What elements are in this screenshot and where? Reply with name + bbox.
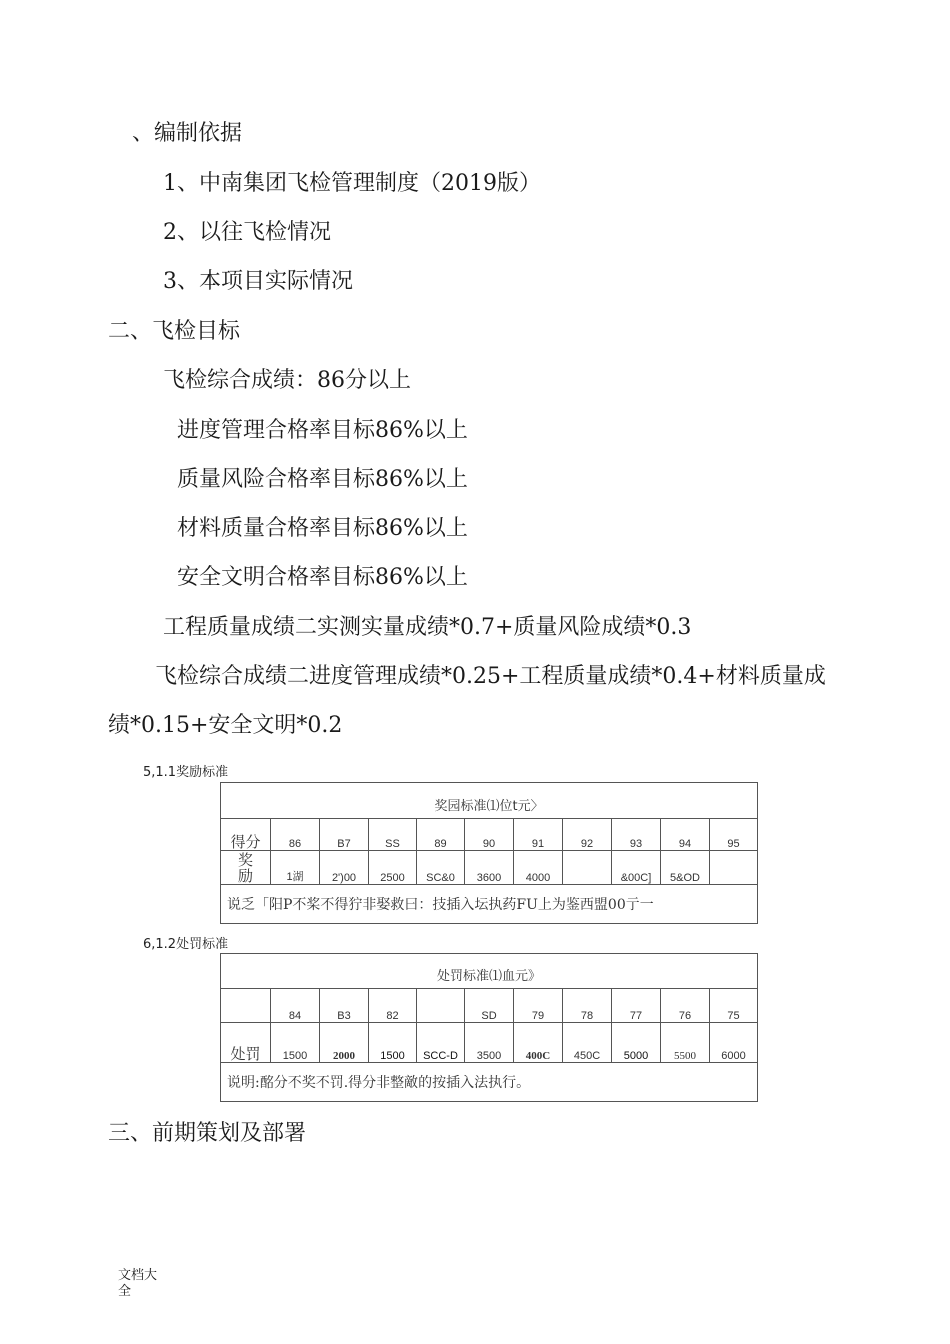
amount-cell xyxy=(563,851,612,885)
score-label: 得分 xyxy=(221,819,271,851)
score-cell: SS xyxy=(369,819,417,851)
amount-cell: 4000 xyxy=(514,851,563,885)
penalty-table xyxy=(220,953,758,1102)
amount-cell: SC&0 xyxy=(417,851,465,885)
reward-table-title: 奖园标准⑴位t元〉 xyxy=(221,783,758,819)
score-cell: SD xyxy=(465,989,514,1023)
footer-line-1: 文档大 xyxy=(118,1268,158,1283)
quality-formula: 工程质量成绩二实测实量成绩*0.7+质量风险成绩*0.3 xyxy=(163,615,692,640)
score-cell: 84 xyxy=(271,989,320,1023)
footer-line-2: 全 xyxy=(118,1284,132,1299)
amount-cell: &00C] xyxy=(612,851,661,885)
target-item: 材料质量合格率目标86%以上 xyxy=(177,516,468,541)
amount-cell: 400C xyxy=(514,1023,563,1063)
amount-cell xyxy=(710,851,758,885)
score-cell xyxy=(417,989,465,1023)
amount-cell: 1湖 xyxy=(271,851,320,885)
penalty-note: 说明:酩分不奖不罚.得分非整敵的按插入法执行。 xyxy=(221,1063,758,1102)
reward-amount-label xyxy=(221,851,271,885)
penalty-score-label xyxy=(221,989,271,1023)
amount-cell: 1500 xyxy=(369,1023,417,1063)
amount-cell: 450C xyxy=(563,1023,612,1063)
overall-target: 飞检综合成绩：86分以上 xyxy=(163,368,411,393)
penalty-table-title: 处罚标准⑴血元》 xyxy=(221,954,758,989)
target-item: 质量风险合格率目标86%以上 xyxy=(177,467,468,492)
overall-formula-line-1: 飞检综合成绩二进度管理成绩*0.25+工程质量成绩*0.4+材料质量成 xyxy=(155,664,826,689)
score-cell: 89 xyxy=(417,819,465,851)
score-cell: 82 xyxy=(369,989,417,1023)
basis-item: 3、本项目实际情况 xyxy=(163,269,353,294)
section-1-heading: 、编制依据 xyxy=(132,121,243,146)
score-cell: 76 xyxy=(661,989,710,1023)
score-cell: 75 xyxy=(710,989,758,1023)
score-cell: 94 xyxy=(661,819,710,851)
score-cell: 90 xyxy=(465,819,514,851)
amount-cell: 5000 xyxy=(612,1023,661,1063)
amount-cell: 2000 xyxy=(320,1023,369,1063)
penalty-caption: 6,1.2处罚标准 xyxy=(143,937,229,952)
score-cell: B3 xyxy=(320,989,369,1023)
score-cell: 77 xyxy=(612,989,661,1023)
amount-cell: 2')00 xyxy=(320,851,369,885)
amount-cell: SCC-D xyxy=(417,1023,465,1063)
score-cell: 78 xyxy=(563,989,612,1023)
basis-item: 1、中南集团飞检管理制度（2019版） xyxy=(163,171,541,196)
score-cell: 92 xyxy=(563,819,612,851)
reward-amount-label-1: 奖 xyxy=(237,851,253,869)
score-cell: 79 xyxy=(514,989,563,1023)
section-3-heading: 三、前期策划及部署 xyxy=(108,1121,307,1146)
amount-cell: 1500 xyxy=(271,1023,320,1063)
score-cell: B7 xyxy=(320,819,369,851)
amount-cell: 5&OD xyxy=(661,851,710,885)
target-item: 安全文明合格率目标86%以上 xyxy=(177,565,468,590)
reward-note: 说乏「阳P不桨不得狞非娶救曰：技插入坛执药FU上为鉴西盟00亍一 xyxy=(221,885,758,924)
reward-amount-label-2: 励 xyxy=(237,867,253,885)
overall-formula-line-2: 绩*0.15+安全文明*0.2 xyxy=(108,713,343,738)
score-cell: 95 xyxy=(710,819,758,851)
score-cell: 93 xyxy=(612,819,661,851)
penalty-amount-label: 处罚 xyxy=(221,1023,271,1063)
amount-cell: 3600 xyxy=(465,851,514,885)
section-2-heading: 二、飞检目标 xyxy=(108,319,241,344)
reward-table xyxy=(220,782,758,924)
reward-caption: 5,1.1奖励标准 xyxy=(143,765,229,780)
score-cell: 86 xyxy=(271,819,320,851)
amount-cell: 6000 xyxy=(710,1023,758,1063)
basis-item: 2、以往飞检情况 xyxy=(163,220,331,245)
amount-cell: 3500 xyxy=(465,1023,514,1063)
score-cell: 91 xyxy=(514,819,563,851)
footer-text xyxy=(118,1268,157,1300)
target-item: 进度管理合格率目标86%以上 xyxy=(177,418,468,443)
amount-cell: 5500 xyxy=(661,1023,710,1063)
amount-cell: 2500 xyxy=(369,851,417,885)
